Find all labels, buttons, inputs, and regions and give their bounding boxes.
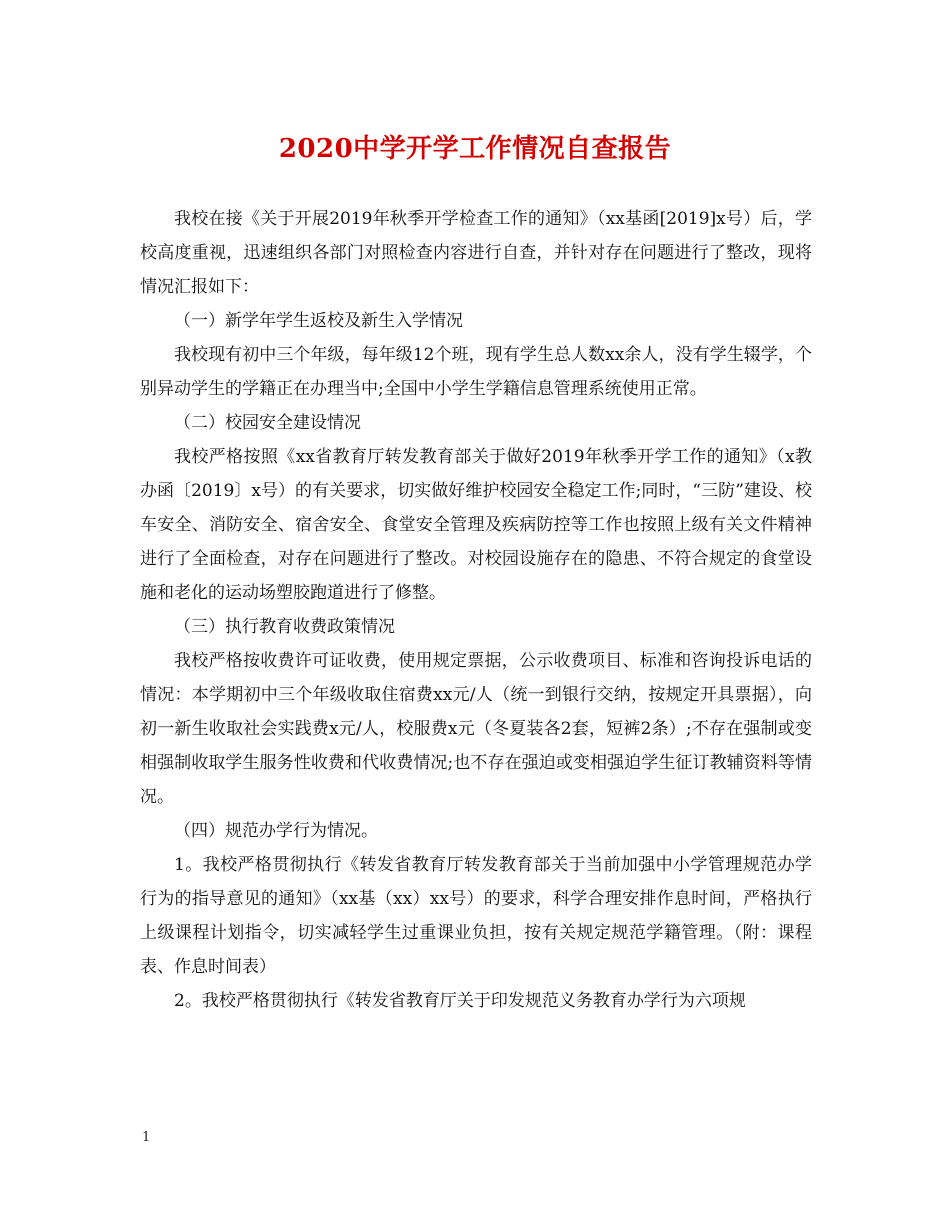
- section-heading-2: （二）校园安全建设情况: [174, 413, 361, 433]
- section-heading-4: （四）规范办学行为情况。: [174, 821, 378, 841]
- paragraph-section-2: 我校严格按照《xx省教育厅转发教育部关于做好2019年秋季开学工作的通知》（x教办函〔2019〕x号）的有关要求，切实做好维护校园安全稳定工作;同时，“三防”建设、校车安全、消防安全、宿舍安全、食堂安全管理及疾病防控等工作也按照上级有关文件精神进行了全面检查，对存在问题进行了整改。对校园设施存在的隐患、不符合规定的食堂设施和老化的运动场塑胶跑道进行了修整。: [140, 447, 812, 603]
- paragraph-section-1: 我校现有初中三个年级，每年级12个班，现有学生总人数xx余人，没有学生辍学，个别异动学生的学籍正在办理当中;全国中小学生学籍信息管理系统使用正常。: [140, 345, 812, 399]
- section-heading-3: （三）执行教育收费政策情况: [174, 617, 395, 637]
- section-heading-1: （一）新学年学生返校及新生入学情况: [174, 311, 463, 331]
- paragraph-intro: 我校在接《关于开展2019年秋季开学检查工作的通知》（xx基函[2019]x号）后，学校高度重视，迅速组织各部门对照检查内容进行自查，并针对存在问题进行了整改，现将情况汇报如下：: [140, 209, 812, 297]
- document-body: [140, 202, 812, 1018]
- paragraph-item-2: 2。我校严格贯彻执行《转发省教育厅关于印发规范义务教育办学行为六项规: [174, 991, 746, 1011]
- document-title: 2020中学开学工作情况自查报告: [278, 134, 672, 164]
- paragraph-item-1: 1。我校严格贯彻执行《转发省教育厅转发教育部关于当前加强中小学管理规范办学行为的指导意见的通知》（xx基（xx）xx号）的要求，科学合理安排作息时间，严格执行上级课程计划指令，切实减轻学生过重课业负担，按有关规定规范学籍管理。（附：课程表、作息时间表）: [140, 855, 812, 977]
- paragraph-section-3: 我校严格按收费许可证收费，使用规定票据，公示收费项目、标准和咨询投诉电话的情况：本学期初中三个年级收取住宿费xx元/人（统一到银行交纳，按规定开具票据），向初一新生收取社会实践费x元/人，校服费x元（冬夏装各2套，短裤2条）;不存在强制或变相强制收取学生服务性收费和代收费情况;也不存在强迫或变相强迫学生征订教辅资料等情况。: [140, 651, 812, 807]
- page-number: 1: [142, 1130, 151, 1145]
